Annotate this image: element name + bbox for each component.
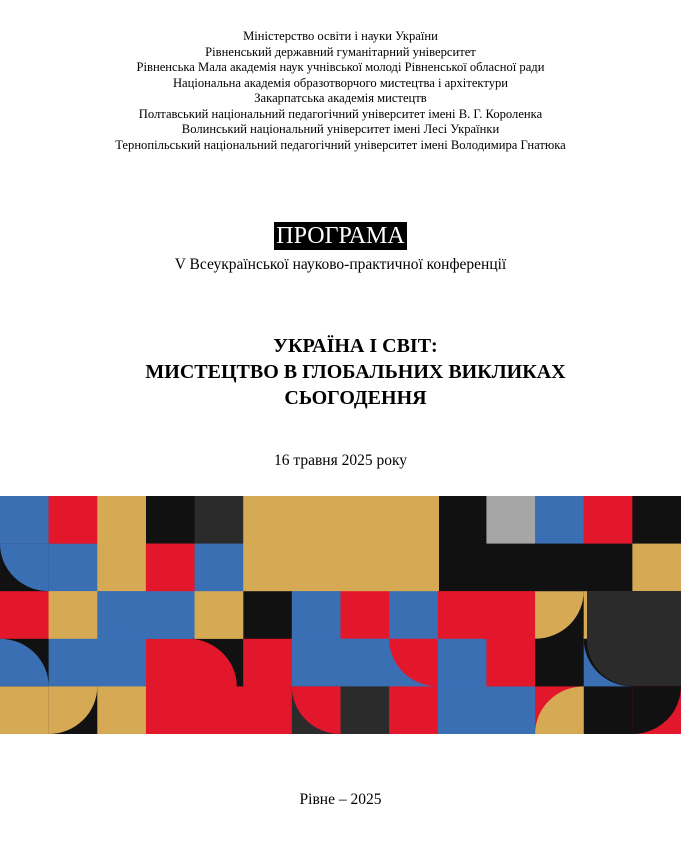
banner-tile [584,496,633,544]
banner-tile [389,591,438,639]
doc-type-label: ПРОГРАМА [276,223,405,249]
banner-tile [438,544,487,592]
banner-tile [195,544,244,592]
organization-line: Міністерство освіти і науки України [243,29,438,43]
banner-tile [0,496,49,544]
banner-tile [584,544,633,592]
banner-tile [389,686,438,734]
banner-tiles [0,496,681,734]
title-line-3: СЬОГОДЕННЯ [284,387,427,409]
banner-tile [243,496,292,544]
banner-tile [49,639,98,687]
banner-tile [535,496,584,544]
organization-line: Рівненський державний гуманітарний університет [205,44,476,59]
banner-tile [0,591,49,639]
crown-field [293,496,439,591]
banner-tile [632,496,681,544]
banner-tile [486,496,535,544]
banner-tile [438,496,487,544]
banner-tile [243,686,292,734]
banner-tile [243,639,292,687]
banner-tile [243,544,292,592]
banner-tile [146,591,195,639]
title-line-2: МИСТЕЦТВО В ГЛОБАЛЬНИХ ВИКЛИКАХ [145,361,566,383]
banner-tile [584,686,633,734]
organization-line: Полтавський національний педагогічний університет імені В. Г. Короленка [138,106,543,121]
conference-date: 16 травня 2025 року [273,452,408,469]
banner-tile [292,639,341,687]
organization-line: Національна академія образотворчого мистецтва і архітектури [172,75,509,90]
banner-tile [341,686,390,734]
banner-tile [243,591,292,639]
banner-tile [438,639,487,687]
banner-tile [49,544,98,592]
banner-tile [0,686,49,734]
organization-line: Волинський національний університет імені Лесі Українки [181,122,500,136]
banner-tile [97,639,146,687]
banner-tile [97,686,146,734]
organizations-list [0,29,681,153]
organization-line: Рівненська Мала академія наук учнівської молоді Рівненської обласної ради [136,60,545,74]
conference-subtitle: V Всеукраїнської науково-практичної конференції [174,256,507,273]
banner-tile [97,544,146,592]
banner-tile [632,544,681,592]
banner-tile [486,686,535,734]
banner-tile [486,544,535,592]
banner-tile [535,544,584,592]
banner-tile [535,639,584,687]
banner-tile [146,496,195,544]
organization-line: Закарпатська академія мистецтв [254,91,427,105]
title-line-1: УКРАЇНА І СВІТ: [273,335,438,357]
banner-tile [341,591,390,639]
doc-type-heading [0,222,681,250]
trident-field [587,591,681,686]
organization-line: Тернопільський національний педагогічний університет імені Володимира Гнатюка [115,137,566,152]
conference-title [0,333,681,411]
banner-tile [195,496,244,544]
decorative-banner [0,496,681,734]
footer-place-year: Рівне – 2025 [299,791,382,808]
